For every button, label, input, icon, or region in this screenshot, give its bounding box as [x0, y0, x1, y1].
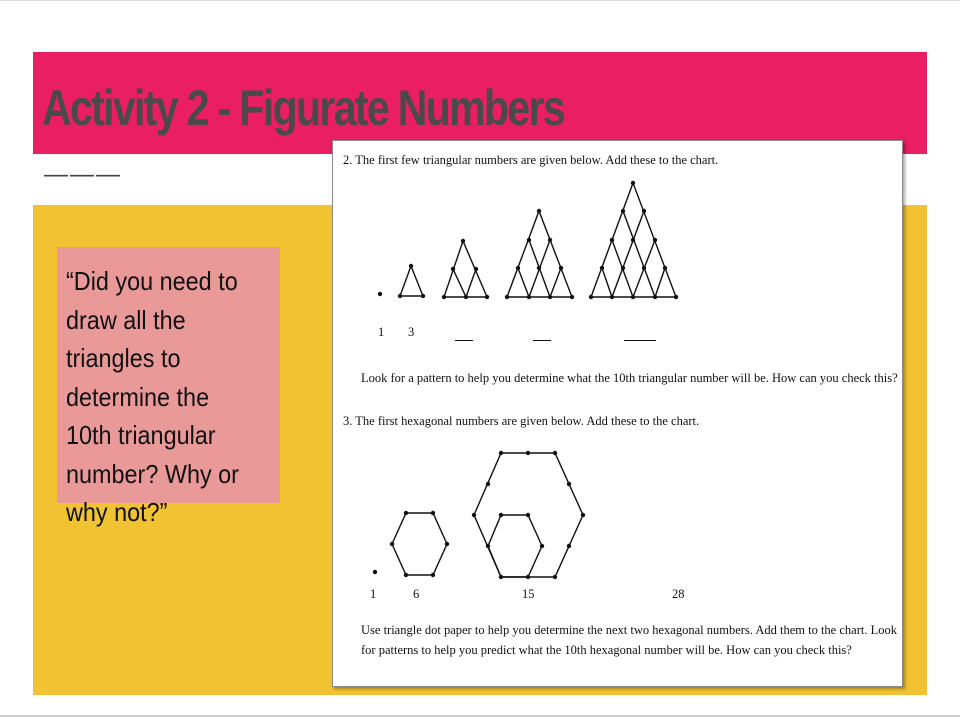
hexagonal-label-6: 6	[413, 587, 420, 601]
triangular-label-1: 1	[378, 325, 385, 339]
hexagon-figure-6	[392, 513, 447, 575]
triangle-figure-3	[400, 266, 423, 296]
triangle-figure-10	[507, 211, 572, 297]
question-2: 2. The first few triangular numbers are given below. Add these to the chart.	[343, 153, 719, 167]
slide-title: Activity 2 - Figurate Numbers	[42, 80, 565, 136]
hexagon-figure-1	[373, 570, 377, 574]
title-underline-dashes: ———	[44, 161, 122, 188]
triangle-figure-6	[444, 241, 487, 297]
hexagonal-label-28: 28	[672, 587, 685, 601]
top-border	[0, 0, 960, 1]
triangular-blank-1[interactable]	[455, 340, 473, 341]
quote-text: “Did you need to draw all the triangles to determine the 10th triangular number? Why or why not?”	[66, 266, 239, 527]
hexagonal-label-15: 15	[522, 587, 535, 601]
triangular-label-3: 3	[408, 325, 415, 339]
triangular-blank-3[interactable]	[624, 340, 656, 341]
triangle-figure-1	[378, 292, 382, 296]
question-3-followup-line-2: for patterns to help you predict what the 10th hexagonal number will be. How can you check this?	[361, 643, 852, 657]
triangular-blank-2[interactable]	[533, 340, 551, 341]
question-3-followup-line-1: Use triangle dot paper to help you determine the next two hexagonal numbers. Add them to the chart. Look	[361, 623, 897, 637]
hexagonal-label-1: 1	[370, 587, 377, 601]
worksheet-image	[332, 140, 903, 687]
bottom-border	[0, 715, 960, 717]
question-2-followup: Look for a pattern to help you determine what the 10th triangular number will be. How can you check this?	[361, 371, 898, 385]
question-3: 3. The first hexagonal numbers are given below. Add these to the chart.	[343, 414, 700, 428]
